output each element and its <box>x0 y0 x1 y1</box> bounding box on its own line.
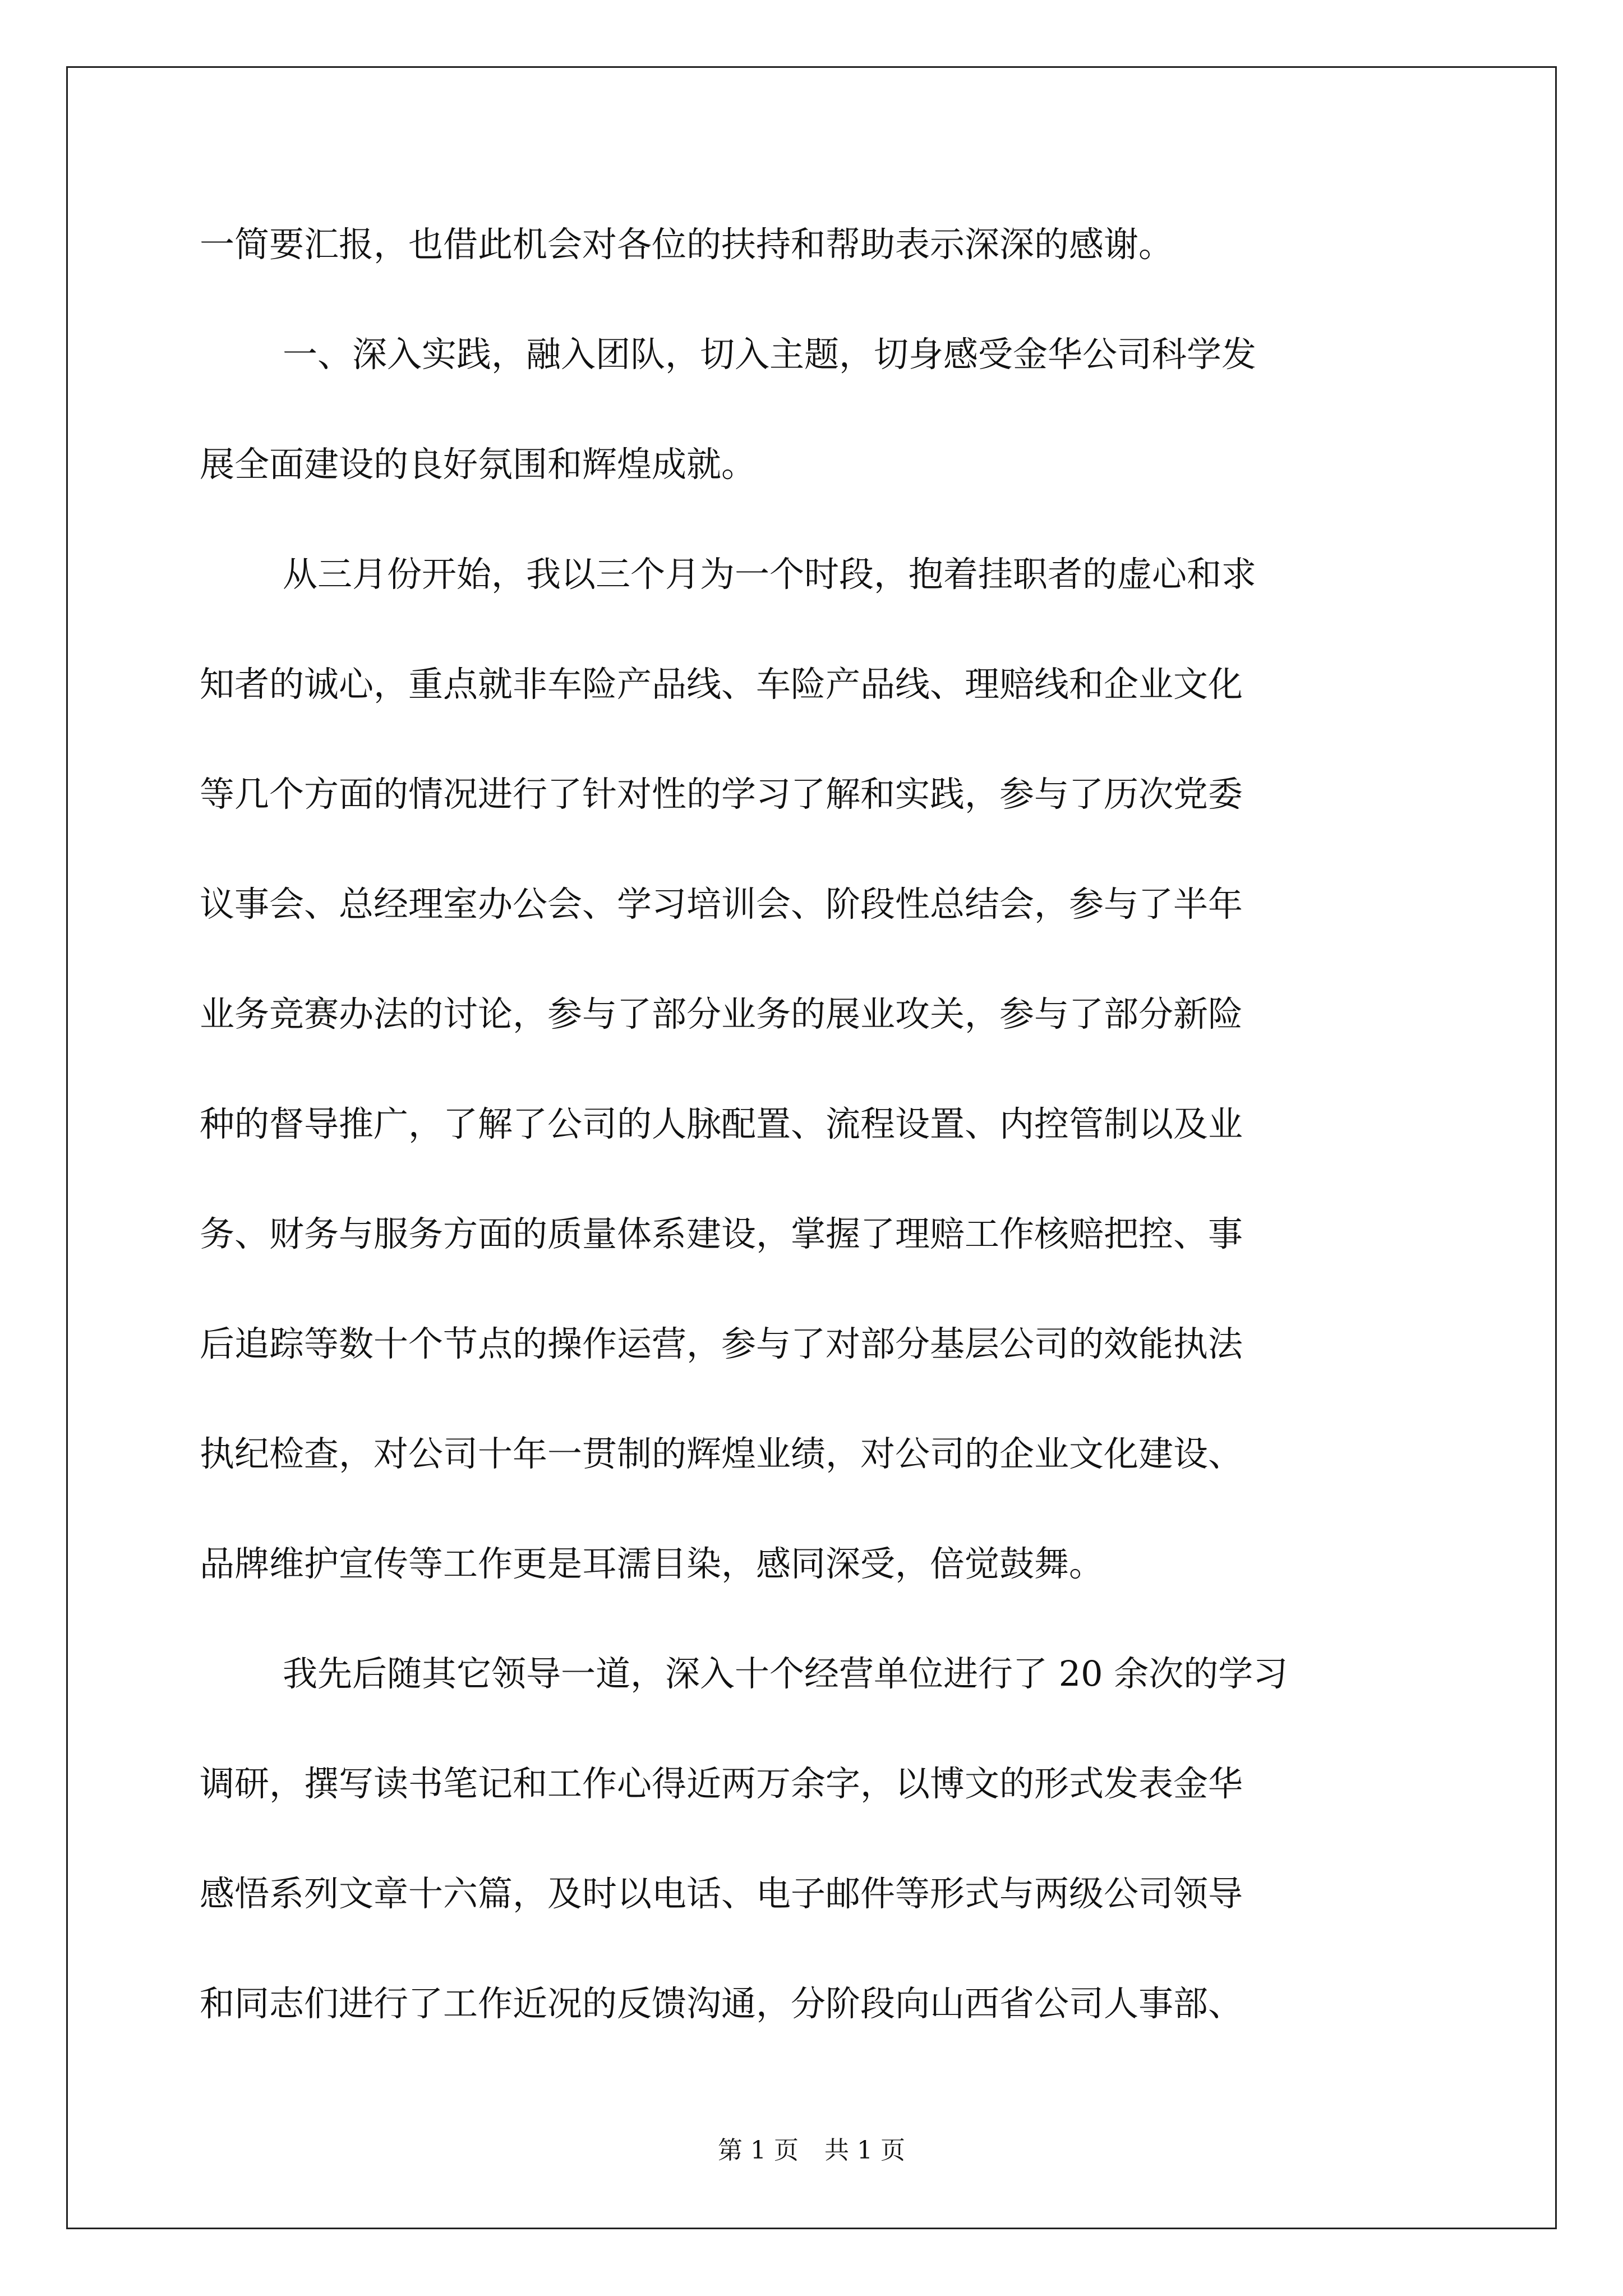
text-line: 我先后随其它领导一道，深入十个经营单位进行了 20 余次的学习 <box>283 1653 1288 1694</box>
text-line: 等几个方面的情况进行了针对性的学习了解和实践，参与了历次党委 <box>200 774 1243 815</box>
text-line: 一简要汇报，也借此机会对各位的扶持和帮助表示深深的感谢。 <box>200 224 1174 265</box>
text-line: 品牌维护宣传等工作更是耳濡目染，感同深受，倍觉鼓舞。 <box>200 1543 1104 1584</box>
text-line: 感悟系列文章十六篇，及时以电话、电子邮件等形式与两级公司领导 <box>200 1873 1243 1914</box>
text-line: 展全面建设的良好氛围和辉煌成就。 <box>200 444 757 485</box>
text-line: 议事会、总经理室办公会、学习培训会、阶段性总结会，参与了半年 <box>200 884 1243 924</box>
document-body <box>200 204 1433 2073</box>
page-number: 第 1 页 <box>718 2136 799 2165</box>
text-line: 知者的诚心，重点就非车险产品线、车险产品线、理赔线和企业文化 <box>200 664 1243 705</box>
text-line: 务、财务与服务方面的质量体系建设，掌握了理赔工作核赔把控、事 <box>200 1213 1243 1254</box>
text-line: 业务竞赛办法的讨论，参与了部分业务的展业攻关，参与了部分新险 <box>200 993 1243 1034</box>
page-total: 共 1 页 <box>824 2136 905 2165</box>
text-line: 后追踪等数十个节点的操作运营，参与了对部分基层公司的效能执法 <box>200 1323 1243 1364</box>
text-line: 从三月份开始，我以三个月为一个时段，抱着挂职者的虚心和求 <box>283 554 1257 595</box>
text-line: 执纪检查，对公司十年一贯制的辉煌业绩，对公司的企业文化建设、 <box>200 1433 1243 1474</box>
text-line: 和同志们进行了工作近况的反馈沟通，分阶段向山西省公司人事部、 <box>200 1983 1243 2024</box>
text-line: 种的督导推广，了解了公司的人脉配置、流程设置、内控管制以及业 <box>200 1103 1243 1144</box>
page-footer <box>0 2134 1623 2168</box>
text-line: 调研，撰写读书笔记和工作心得近两万余字，以博文的形式发表金华 <box>200 1763 1243 1804</box>
text-line: 一、深入实践，融入团队，切入主题，切身感受金华公司科学发 <box>283 334 1257 375</box>
